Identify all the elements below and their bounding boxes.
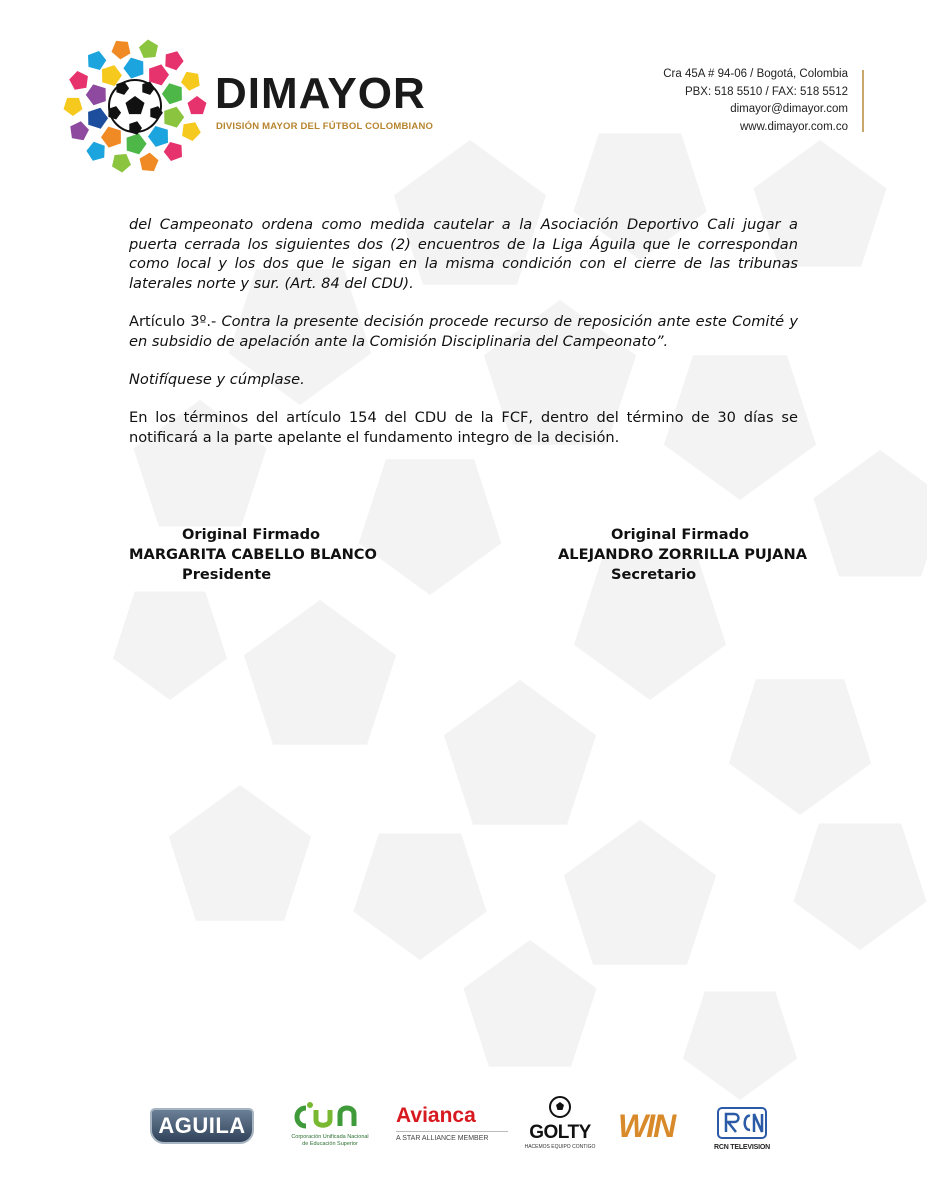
watermark-pentagon [813,450,927,577]
sponsor-strip [140,1090,790,1160]
dimayor-soccer-ball-logo-icon [60,36,210,176]
paragraph-terms: En los términos del artículo 154 del CDU de la FCF, dentro del término de 30 días se notificará a la parte apelante el fundamento integro de la decisión. [129,409,798,446]
cun-subtitle: Corporación Unificada Nacional de Educación Superior [291,1134,369,1147]
logo-outer-pentagon [86,142,104,161]
watermark-pentagon [444,680,596,825]
paragraph-notify: Notifíquese y cúmplase. [129,371,305,388]
win-logo-icon [618,1108,674,1144]
watermark-pentagon [113,592,227,701]
logo-mid-pentagon [102,65,122,86]
signature-2-label: Original Firmado [611,526,750,543]
logo-mid-pentagon [149,64,169,85]
contact-website[interactable]: www.dimayor.com.co [739,120,848,133]
logo-outer-pentagon [188,96,207,114]
golty-ball-icon [549,1096,571,1118]
avianca-tagline: A STAR ALLIANCE MEMBER [396,1131,508,1142]
logo-outer-pentagon [164,142,182,161]
logo-mid-pentagon [162,83,182,104]
signature-1-name: MARGARITA CABELLO BLANCO [129,546,377,563]
logo-outer-pentagon [182,122,201,141]
contact-email[interactable]: dimayor@dimayor.com [730,103,848,115]
contact-block [663,66,848,136]
cun-logo-icon [288,1100,372,1148]
logo-mid-pentagon [86,84,106,105]
contact-divider [862,70,864,132]
win-wordmark: WIN [618,1108,675,1144]
watermark-pentagon [244,600,396,745]
watermark-pentagon [463,940,596,1067]
contact-address: Cra 45A # 94-06 / Bogotá, Colombia [663,68,848,80]
rcn-logo-icon [714,1106,770,1151]
avianca-logo-icon [396,1104,508,1142]
paragraph-resolution: del Campeonato ordena como medida cautelar a la Asociación Deportivo Cali jugar a puerta cerrada los siguientes dos (2) encuentros de la Liga Águila que le correspondan como local y los dos que le sigan en la misma condición con el cierre de las tribunas laterales norte y sur. (Art. 84 del CDU). [129,216,798,292]
logo-outer-pentagon [181,72,200,91]
avianca-wordmark: Avianca [396,1104,476,1127]
logo-mid-pentagon [88,108,108,129]
article-3-text: Contra la presente decisión procede recurso de reposición ante este Comité y en subsidio de apelación ante la Comisión Disciplinaria del Campeonato”. [129,313,798,350]
logo-outer-pentagon [64,98,83,116]
golty-wordmark: GOLTY [529,1122,591,1143]
signature-1-title: Presidente [182,566,272,583]
logo-mid-pentagon [164,107,184,128]
logo-outer-pentagon [69,71,88,90]
watermark-pentagon [564,820,716,965]
logo-mid-pentagon [148,126,168,147]
watermark-pentagon [729,679,872,815]
logo-mid-pentagon [123,58,143,79]
signature-2-name: ALEJANDRO ZORRILLA PUJANA [558,546,807,563]
golty-logo-icon [524,1096,596,1150]
logo-mid-pentagon [127,134,147,155]
rcn-tagline: RCN TELEVISION [714,1144,770,1151]
logo-outer-pentagon [70,121,89,140]
logo-outer-pentagon [140,153,159,172]
watermark-pentagon [683,992,797,1101]
cun-mark-icon [288,1100,372,1130]
watermark-pentagon [169,785,312,921]
logo-outer-pentagon [88,51,106,70]
logo-outer-pentagon [112,41,131,60]
logo-outer-pentagon [112,154,131,173]
aguila-logo-icon [150,1108,254,1144]
signature-1-label: Original Firmado [182,526,321,543]
logo-mid-pentagon [101,127,121,148]
article-3-heading: Artículo 3º.- [129,313,217,330]
watermark-pentagon [793,823,926,950]
brand-tagline: DIVISIÓN MAYOR DEL FÚTBOL COLOMBIANO [216,121,434,132]
signature-2-title: Secretario [611,566,697,583]
paragraph-article-3 [129,312,798,351]
brand-name: DIMAYOR [215,69,426,118]
aguila-wordmark: AGUILA [150,1108,254,1144]
rcn-mark-icon [716,1106,768,1140]
logo-outer-pentagon [139,40,158,59]
watermark-pentagon [359,459,502,595]
watermark-pentagon [353,833,486,960]
logo-outer-pentagon [165,51,183,70]
golty-tagline: HACEMOS EQUIPO CONTIGO [524,1144,596,1150]
contact-phones: PBX: 518 5510 / FAX: 518 5512 [684,85,848,98]
